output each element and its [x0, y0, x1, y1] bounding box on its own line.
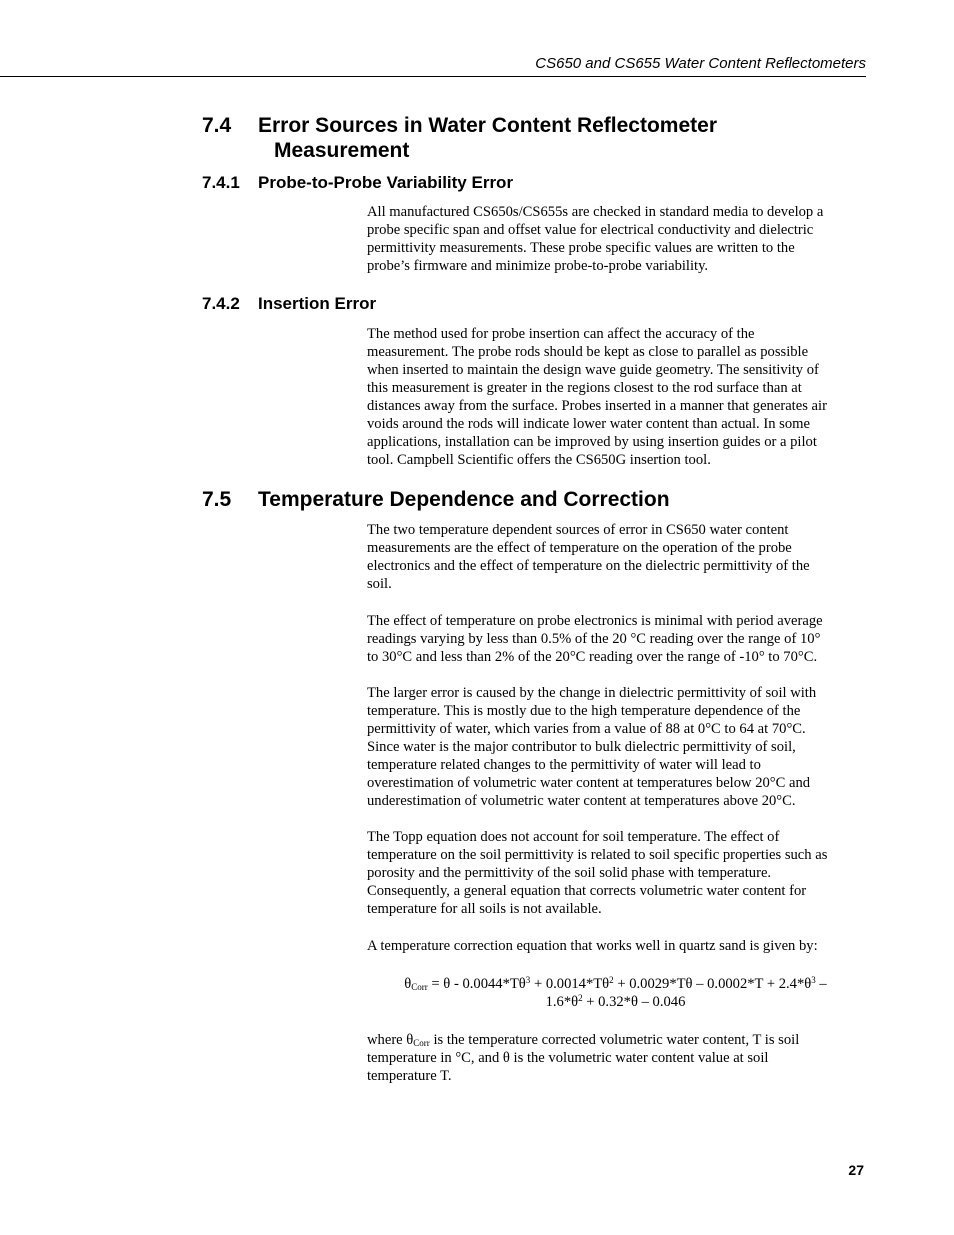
text-line: The effect of temperature on probe electronics is minimal with period average: [367, 613, 823, 629]
equation-term: + 0.0029*Tθ – 0.0002*T + 2.4*θ: [613, 976, 812, 992]
temperature-paragraph-2: [367, 612, 864, 666]
text-line: tool. Campbell Scientific offers the CS650G insertion tool.: [367, 452, 711, 468]
section-title-line2: Measurement: [274, 139, 410, 162]
text-line: measurement. The probe rods should be kept as close to parallel as possible: [367, 344, 809, 360]
text-line: The larger error is caused by the change in dielectric permittivity of soil with: [367, 685, 817, 701]
text-line: voids around the rods will indicate lower water content than actual. In some: [367, 416, 810, 432]
text-line: temperature on the soil permittivity is related to soil specific properties such as: [367, 847, 828, 863]
text-line: The two temperature dependent sources of error in CS650 water content: [367, 522, 789, 538]
corr-subscript: Corr: [413, 1038, 430, 1048]
section-title: Insertion Error: [258, 294, 377, 313]
text-line: temperature related changes to the permittivity of water will lead to: [367, 757, 761, 773]
equation-term: + 0.0014*Tθ: [530, 976, 610, 992]
text-line: Since water is the major contributor to bulk dielectric permittivity of soil,: [367, 739, 796, 755]
text-line: probe specific span and offset value for electrical conductivity and dielectric: [367, 222, 814, 238]
section-title: Temperature Dependence and Correction: [258, 488, 670, 511]
theta-symbol: θ: [404, 976, 412, 992]
text-line: distances away from the surface. Probes inserted in a manner that generates air: [367, 398, 827, 414]
exponent: 2: [578, 993, 583, 1003]
equation-line-2: [367, 993, 864, 1011]
text-line: [367, 1031, 864, 1049]
text-line: temperature. This is mostly due to the high temperature dependence of the: [367, 703, 801, 719]
equation-term: = θ - 0.0044*Tθ: [427, 976, 526, 992]
section-number: 7.5: [202, 488, 232, 511]
temperature-paragraph-6: [367, 1031, 864, 1085]
text-line: All manufactured CS650s/CS655s are checked in standard media to develop a: [367, 204, 824, 220]
section-title-line1: Error Sources in Water Content Reflectometer: [258, 114, 717, 137]
section-title: Probe-to-Probe Variability Error: [258, 173, 514, 192]
temperature-paragraph-3: [367, 684, 864, 810]
equation-term: 1.6*θ: [545, 994, 579, 1010]
probe-variability-paragraph: [367, 203, 864, 275]
text-line: applications, installation can be improved by using insertion guides or a pilot: [367, 434, 817, 450]
text-line: soil.: [367, 576, 392, 592]
section-number: 7.4.1: [202, 173, 240, 192]
where-text-rest: is the temperature corrected volumetric water content, T is soil: [429, 1032, 800, 1048]
text-line: porosity and the permittivity of the soil solid phase with temperature.: [367, 865, 772, 881]
correction-equation: [367, 975, 864, 1011]
insertion-error-paragraph: [367, 325, 864, 469]
text-line: The method used for probe insertion can affect the accuracy of the: [367, 326, 755, 342]
text-line: underestimation of volumetric water content at temperatures above 20°C.: [367, 793, 796, 809]
text-line: permittivity of water, which varies from a value of 88 at 0°C to 64 at 70°C.: [367, 721, 806, 737]
text-line: overestimation of volumetric water content at temperatures below 20°C and: [367, 775, 811, 791]
header-title: CS650 and CS655 Water Content Reflectometers: [535, 55, 866, 72]
text-line: readings varying by less than 0.5% of the 20 °C reading over the range of 10°: [367, 631, 821, 647]
corr-subscript: Corr: [411, 982, 428, 992]
text-line: Consequently, a general equation that corrects volumetric water content for: [367, 883, 807, 899]
text-line: probe’s firmware and minimize probe-to-probe variability.: [367, 258, 709, 274]
text-line: The Topp equation does not account for soil temperature. The effect of: [367, 829, 780, 845]
temperature-paragraph-4: [367, 828, 864, 918]
text-line: this measurement is greater in the regions closest to the rod surface than at: [367, 380, 802, 396]
section-7-5-heading: [202, 487, 670, 512]
equation-term: –: [815, 976, 827, 992]
page-number: 27: [848, 1162, 864, 1178]
temperature-paragraph-1: [367, 521, 864, 593]
section-number: 7.4: [202, 114, 232, 137]
equation-term: + 0.32*θ – 0.046: [582, 994, 686, 1010]
section-7-4-1-heading: [202, 173, 513, 193]
page-header: [0, 52, 866, 77]
where-text: where θ: [367, 1032, 414, 1048]
text-line: temperature T.: [367, 1068, 452, 1084]
section-number: 7.4.2: [202, 294, 240, 313]
text-line: A temperature correction equation that works well in quartz sand is given by:: [367, 938, 818, 954]
exponent: 3: [811, 975, 816, 985]
temperature-paragraph-5: [367, 937, 864, 955]
section-7-4-2-heading: [202, 294, 376, 314]
text-line: electronics and the effect of temperature on the dielectric permittivity of the: [367, 558, 810, 574]
text-line: measurements are the effect of temperature on the operation of the probe: [367, 540, 792, 556]
text-line: temperature in °C, and θ is the volumetric water content value at soil: [367, 1050, 769, 1066]
section-7-4-heading: [202, 113, 717, 163]
equation-line-1: [367, 975, 864, 993]
text-line: temperature for all soils is not available.: [367, 901, 602, 917]
exponent: 3: [525, 975, 531, 985]
text-line: permittivity measurements. These probe specific values are written to the: [367, 240, 795, 256]
exponent: 2: [609, 975, 614, 985]
text-line: when inserted to maintain the design wave guide geometry. The sensitivity of: [367, 362, 819, 378]
text-line: to 30°C and less than 2% of the 20°C reading over the range of -10° to 70°C.: [367, 649, 818, 665]
